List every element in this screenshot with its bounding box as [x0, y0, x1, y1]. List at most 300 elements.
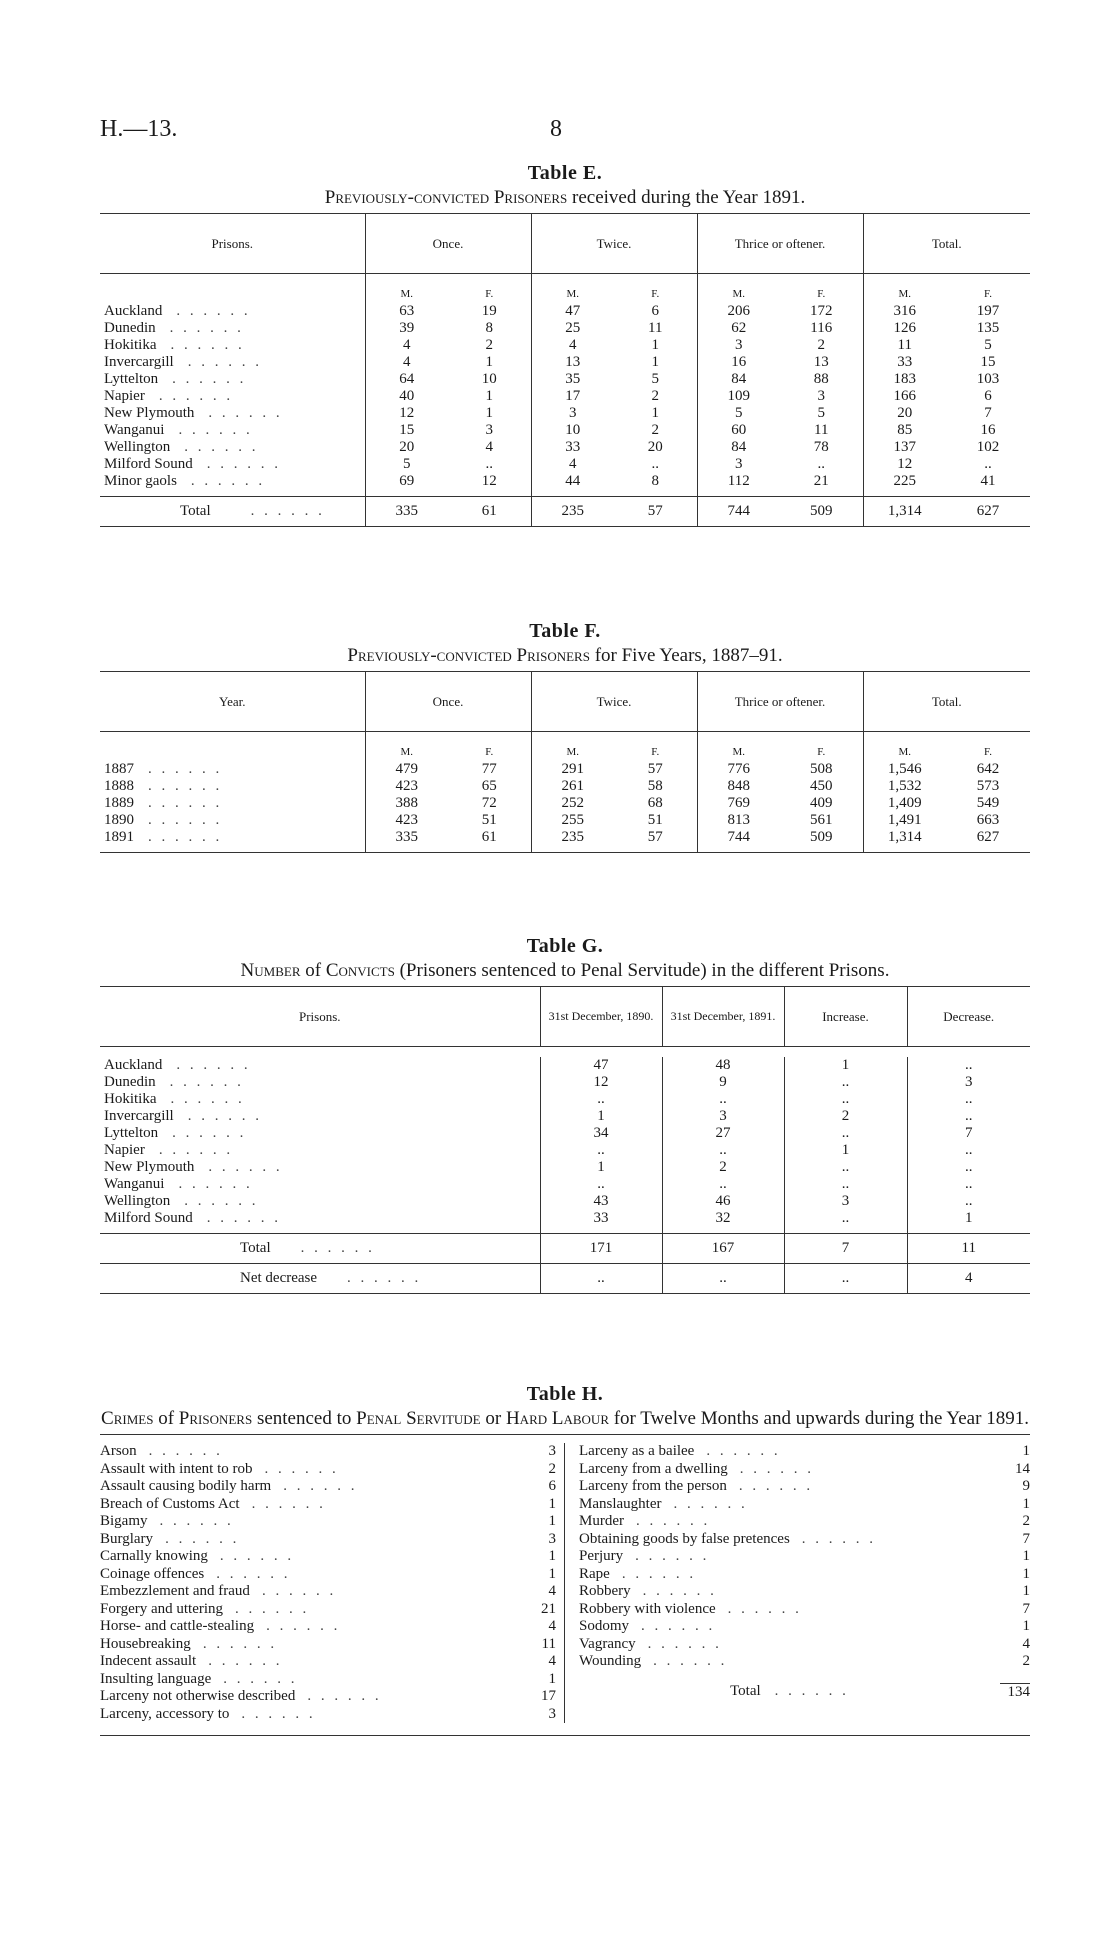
crime-row	[100, 1688, 556, 1706]
table-cell: 197	[976, 303, 1000, 319]
crime-label-cell	[579, 1513, 1000, 1531]
crime-label: Robbery	[579, 1583, 631, 1599]
table-cell: 25	[531, 320, 614, 337]
table-cell: 47	[531, 303, 614, 320]
table-cell: 68	[647, 795, 663, 811]
crime-label-cell	[579, 1601, 1000, 1619]
table-cell: 11	[863, 337, 946, 354]
crime-count: 1	[1022, 1565, 1030, 1582]
table-cell: 27	[662, 1125, 784, 1142]
table-cell: 57	[647, 829, 663, 845]
table-row	[100, 439, 1030, 456]
table-cell: 41	[980, 473, 996, 489]
table-cell: 44	[531, 473, 614, 497]
table-row	[100, 1057, 1030, 1074]
table-cell: 32	[662, 1210, 784, 1234]
crime-label-cell	[100, 1443, 526, 1461]
crime-label: Larceny, accessory to	[100, 1705, 230, 1722]
table-cell: 335	[365, 829, 448, 853]
crime-label-cell	[100, 1583, 526, 1601]
crime-label-cell	[579, 1583, 1000, 1601]
col-header-increase: Increase.	[784, 987, 907, 1047]
leader-dots: . . . . . .	[148, 812, 223, 828]
table-row	[100, 473, 1030, 497]
table-e-caption: Previously-convicted Prisoners received during the Year 1891.	[324, 187, 806, 208]
table-cell: 235	[531, 829, 614, 853]
sub-header-f: F.	[817, 746, 826, 758]
table-cell: 1	[540, 1108, 662, 1125]
leader-dots: . . . . . .	[178, 1176, 253, 1192]
sub-header-m: M.	[531, 274, 614, 304]
table-cell: 69	[365, 473, 448, 497]
table-cell: 40	[365, 388, 448, 405]
table-cell: 1	[651, 405, 659, 421]
row-label: Minor gaols	[104, 473, 177, 489]
crime-count: 3	[548, 1443, 556, 1459]
leader-dots: . . . . . .	[706, 1443, 781, 1459]
leader-dots: . . . . . .	[187, 1108, 262, 1124]
row-label: Wanganui	[104, 422, 165, 438]
leader-dots: . . . . . .	[172, 371, 247, 387]
row-label: 1891	[104, 829, 134, 845]
crime-row	[579, 1548, 1030, 1566]
row-label-cell	[100, 1074, 540, 1091]
total-row	[100, 497, 1030, 527]
table-cell: 10	[481, 371, 497, 387]
leader-dots: . . . . . .	[208, 405, 283, 421]
crime-count: 1	[1022, 1618, 1030, 1634]
table-cell: 109	[697, 388, 780, 405]
table-cell: 5	[817, 405, 825, 421]
table-cell: 1	[784, 1142, 907, 1159]
crime-count: 4	[548, 1618, 556, 1634]
crime-row	[100, 1461, 556, 1479]
crime-label-cell	[579, 1496, 1000, 1514]
table-cell: 573	[976, 778, 1000, 794]
leader-dots: . . . . . .	[635, 1548, 710, 1564]
crime-count: 1	[1022, 1583, 1030, 1599]
table-row	[100, 354, 1030, 371]
crime-count: 1	[1022, 1443, 1030, 1459]
table-cell: 1	[651, 354, 659, 370]
table-cell: 20	[365, 439, 448, 456]
row-label: New Plymouth	[104, 1159, 195, 1175]
row-label: Milford Sound	[104, 456, 193, 472]
table-e-title: Table E.	[527, 162, 603, 184]
table-cell: 2	[784, 1108, 907, 1125]
crime-label-cell	[100, 1601, 526, 1619]
total-row-label-cell	[100, 1234, 540, 1264]
leader-dots: . . . . . .	[300, 1240, 375, 1256]
sub-header-m: M.	[697, 274, 780, 304]
table-row	[100, 1142, 1030, 1159]
row-label-cell	[100, 1142, 540, 1159]
table-cell: 19	[481, 303, 497, 319]
row-label-cell	[100, 422, 365, 439]
table-cell: 423	[365, 812, 448, 829]
col-header-twice: Twice.	[531, 214, 697, 274]
table-cell: 1	[485, 405, 493, 421]
row-label: Dunedin	[104, 320, 156, 336]
table-row	[100, 1108, 1030, 1125]
crime-label: Assault causing bodily harm	[100, 1478, 272, 1494]
table-row	[100, 829, 1030, 853]
crime-row	[579, 1636, 1030, 1654]
crime-count: 4	[548, 1583, 556, 1599]
sub-header-f: F.	[651, 288, 660, 300]
row-label: Hokitika	[104, 1091, 157, 1107]
table-cell: 46	[662, 1193, 784, 1210]
leader-dots: . . . . . .	[148, 795, 223, 811]
table-cell: 16	[697, 354, 780, 371]
crime-row	[100, 1566, 556, 1584]
crime-count: 1	[548, 1548, 556, 1564]
table-cell: ..	[784, 1159, 907, 1176]
leader-dots: . . . . . .	[208, 1159, 283, 1175]
crime-label-cell	[579, 1653, 1000, 1671]
row-label-cell	[100, 1193, 540, 1210]
table-cell: ..	[907, 1159, 1030, 1176]
crime-label: Horse- and cattle-stealing	[100, 1618, 255, 1634]
row-label: Invercargill	[104, 1108, 174, 1124]
table-cell: 388	[365, 795, 448, 812]
leader-dots: . . . . . .	[738, 1478, 814, 1494]
leader-dots: . . . . . .	[184, 439, 259, 455]
row-label-cell	[100, 337, 365, 354]
table-f-title: Table F.	[529, 620, 601, 642]
total-row-cell: 167	[662, 1234, 784, 1264]
net-decrease-row-cell: ..	[662, 1264, 784, 1294]
crime-row	[579, 1513, 1030, 1531]
table-cell: 2	[651, 388, 659, 404]
col-header-thrice: Thrice or oftener.	[697, 214, 863, 274]
table-cell: 1	[784, 1057, 907, 1074]
total-row-cell: 11	[907, 1234, 1030, 1264]
leader-dots: . . . . . .	[148, 1443, 223, 1459]
total-cell: 235	[531, 497, 614, 527]
crime-label: Manslaughter	[579, 1495, 662, 1512]
crime-row	[579, 1618, 1030, 1636]
table-cell: 172	[810, 303, 833, 319]
row-label: 1890	[104, 812, 134, 828]
table-cell: 6	[984, 388, 992, 404]
page-header	[100, 116, 1030, 150]
crime-row	[579, 1531, 1030, 1549]
table-h	[100, 1383, 1030, 1736]
sub-header-m: M.	[365, 732, 448, 762]
table-cell: 85	[863, 422, 946, 439]
table-cell: 1,491	[863, 812, 946, 829]
leader-dots: . . . . . .	[170, 337, 245, 353]
row-label-cell	[100, 473, 365, 497]
table-cell: 3	[531, 405, 614, 422]
row-label-cell	[100, 1091, 540, 1108]
table-cell: 7	[907, 1125, 1030, 1142]
crime-label: Forgery and uttering	[100, 1600, 224, 1617]
total-cell: 627	[946, 497, 1030, 527]
crime-row	[100, 1496, 556, 1514]
document-reference: H.—13.	[100, 116, 178, 142]
table-cell: ..	[907, 1091, 1030, 1108]
crime-label-cell	[100, 1531, 526, 1549]
leader-dots: . . . . . .	[170, 1091, 245, 1107]
table-row	[100, 422, 1030, 439]
crime-label: Larceny from a dwelling	[579, 1460, 728, 1477]
leader-dots: . . . . . .	[347, 1270, 422, 1286]
table-cell: 112	[697, 473, 780, 497]
crime-count: 2	[548, 1460, 556, 1477]
leader-dots: . . . . . .	[307, 1688, 382, 1704]
table-cell: 15	[980, 354, 996, 370]
table-row	[100, 371, 1030, 388]
leader-dots: . . . . . .	[158, 1142, 234, 1158]
row-label: Napier	[104, 388, 145, 404]
leader-dots: . . . . . .	[261, 1583, 337, 1599]
table-cell: 51	[647, 812, 663, 828]
table-cell: 21	[813, 473, 829, 489]
table-cell: 8	[485, 320, 493, 336]
crime-total-count: 134	[1000, 1683, 1030, 1701]
table-cell: 1	[485, 388, 493, 404]
row-label-cell	[100, 371, 365, 388]
table-row	[100, 405, 1030, 422]
total-label-cell	[100, 497, 365, 527]
table-cell: 33	[531, 439, 614, 456]
table-row	[100, 1210, 1030, 1234]
crime-total-label: Total	[730, 1682, 761, 1699]
table-cell: ..	[540, 1091, 662, 1108]
leader-dots: . . . . . .	[264, 1460, 339, 1477]
table-cell: 8	[651, 473, 659, 489]
sub-header-f: F.	[651, 746, 660, 758]
crime-label: Embezzlement and fraud	[100, 1583, 250, 1599]
col-header-once: Once.	[365, 214, 531, 274]
leader-dots: . . . . . .	[235, 1600, 310, 1617]
table-row	[100, 1193, 1030, 1210]
crime-label: Housebreaking	[100, 1635, 191, 1652]
total-cell: 744	[697, 497, 780, 527]
crime-row	[100, 1601, 556, 1619]
row-label: Milford Sound	[104, 1210, 193, 1226]
crime-total-label-cell	[579, 1683, 1000, 1701]
crime-label-cell	[100, 1618, 526, 1636]
total-cell: 57	[614, 497, 697, 527]
row-label-cell	[100, 1057, 540, 1074]
sub-header-f: F.	[984, 746, 992, 758]
crime-label: Obtaining goods by false pretences	[579, 1530, 790, 1547]
row-label: 1889	[104, 795, 134, 811]
leader-dots: . . . . . .	[219, 1548, 295, 1564]
table-row	[100, 303, 1030, 320]
table-cell: 103	[976, 371, 1000, 387]
crime-label: Vagrancy	[579, 1635, 636, 1652]
crime-count: 21	[541, 1600, 556, 1617]
row-label: Wellington	[104, 439, 171, 455]
table-cell: 16	[980, 422, 996, 438]
col-header-dec-1891: 31st December, 1891.	[662, 987, 784, 1047]
crime-label-cell	[579, 1636, 1000, 1654]
row-label-cell	[100, 388, 365, 405]
leader-dots: . . . . . .	[283, 1478, 358, 1494]
crime-label-cell	[579, 1548, 1000, 1566]
leader-dots: . . . . . .	[801, 1530, 877, 1547]
table-cell: 1,546	[863, 761, 946, 778]
table-cell: 5	[984, 337, 992, 353]
sub-header-m: M.	[863, 274, 946, 304]
leader-dots: . . . . . .	[165, 1530, 240, 1547]
row-label-cell	[100, 778, 365, 795]
row-label: Dunedin	[104, 1074, 156, 1090]
leader-dots: . . . . . .	[159, 1513, 234, 1529]
table-cell: 316	[863, 303, 946, 320]
table-cell: 183	[863, 371, 946, 388]
table-cell: 5	[651, 371, 659, 387]
crime-row	[579, 1496, 1030, 1514]
table-cell: 135	[976, 320, 1000, 336]
table-cell: 12	[481, 473, 497, 489]
table-cell: 1,532	[863, 778, 946, 795]
table-cell: 7	[984, 405, 992, 421]
crime-row	[100, 1548, 556, 1566]
net-decrease-row-cell: ..	[540, 1264, 662, 1294]
table-cell: ..	[784, 1125, 907, 1142]
table-cell: 3	[697, 337, 780, 354]
table-cell: 225	[863, 473, 946, 497]
sub-header-f: F.	[485, 746, 494, 758]
row-label-cell	[100, 456, 365, 473]
leader-dots: . . . . . .	[206, 1210, 282, 1226]
row-label-cell	[100, 320, 365, 337]
table-row	[100, 812, 1030, 829]
leader-dots: . . . . . .	[216, 1565, 291, 1582]
crime-count: 3	[548, 1705, 556, 1722]
table-row	[100, 761, 1030, 778]
table-cell: 57	[647, 761, 663, 777]
sub-header-f: F.	[817, 288, 826, 300]
table-cell: 35	[531, 371, 614, 388]
table-cell: ..	[784, 1176, 907, 1193]
leader-dots: . . . . . .	[739, 1460, 814, 1477]
table-cell: 1	[540, 1159, 662, 1176]
table-cell: ..	[540, 1142, 662, 1159]
table-cell: 17	[531, 388, 614, 405]
total-label: Total	[180, 503, 211, 519]
table-cell: 769	[697, 795, 780, 812]
row-label: Wellington	[104, 1193, 171, 1209]
row-label: Auckland	[104, 303, 163, 319]
col-header-prisons: Prisons.	[211, 236, 254, 251]
leader-dots: . . . . . .	[266, 1618, 341, 1634]
total-row	[100, 1234, 1030, 1264]
row-label-cell	[100, 1108, 540, 1125]
crime-label-cell	[579, 1443, 1000, 1461]
table-row	[100, 1176, 1030, 1193]
table-cell: ..	[907, 1142, 1030, 1159]
row-label-cell	[100, 1159, 540, 1176]
sub-header-m: M.	[531, 732, 614, 762]
table-cell: 5	[697, 405, 780, 422]
crime-label-cell	[100, 1461, 526, 1479]
leader-dots: . . . . . .	[223, 1670, 298, 1687]
crime-count: 4	[1022, 1635, 1030, 1652]
crime-label: Bigamy	[100, 1513, 148, 1529]
crime-label: Coinage offences	[100, 1565, 205, 1582]
table-cell: 102	[976, 439, 1000, 455]
crime-row	[579, 1566, 1030, 1584]
table-cell: 12	[863, 456, 946, 473]
crime-count: 4	[548, 1653, 556, 1669]
table-cell: 291	[531, 761, 614, 778]
col-header-total: Total.	[863, 214, 1030, 274]
table-h-left-column	[100, 1443, 565, 1723]
leader-dots: . . . . . .	[241, 1705, 316, 1722]
table-cell: 10	[531, 422, 614, 439]
total-cell: 335	[365, 497, 448, 527]
table-cell: 116	[810, 320, 833, 336]
leader-dots: . . . . . .	[250, 503, 325, 519]
table-cell: 6	[651, 303, 659, 319]
crime-label-cell	[579, 1461, 1000, 1479]
table-row	[100, 1125, 1030, 1142]
table-cell: 47	[540, 1057, 662, 1074]
col-header-year: Year.	[219, 694, 246, 709]
crime-label-cell	[100, 1548, 526, 1566]
table-cell: 15	[365, 422, 448, 439]
table-cell: ..	[984, 456, 992, 472]
crime-label-cell	[100, 1478, 526, 1496]
table-cell: ..	[662, 1091, 784, 1108]
crime-row	[100, 1513, 556, 1531]
col-header-total: Total.	[863, 672, 1030, 732]
leader-dots: . . . . . .	[148, 761, 223, 777]
table-cell: 65	[481, 778, 497, 794]
crime-label-cell	[100, 1566, 526, 1584]
col-header-once: Once.	[365, 672, 531, 732]
row-label: 1888	[104, 778, 134, 794]
table-cell: 12	[540, 1074, 662, 1091]
table-cell: ..	[784, 1210, 907, 1234]
table-cell: ..	[784, 1074, 907, 1091]
table-cell: 51	[481, 812, 497, 828]
row-label: 1887	[104, 761, 134, 777]
row-label-cell	[100, 761, 365, 778]
crime-label: Rape	[579, 1565, 610, 1582]
row-label: Invercargill	[104, 354, 174, 370]
crime-label: Breach of Customs Act	[100, 1495, 240, 1512]
crime-row	[100, 1583, 556, 1601]
table-cell: 1	[651, 337, 659, 353]
table-cell: 2	[651, 422, 659, 438]
page-number: 8	[550, 116, 562, 142]
row-label-cell	[100, 439, 365, 456]
table-cell: 813	[697, 812, 780, 829]
leader-dots: . . . . . .	[184, 1193, 259, 1209]
table-cell: ..	[651, 456, 659, 472]
table-cell: 663	[976, 812, 1000, 828]
crime-label: Robbery with violence	[579, 1600, 716, 1617]
crime-row	[100, 1671, 556, 1689]
crime-count: 1	[548, 1565, 556, 1582]
table-cell: ..	[784, 1091, 907, 1108]
crime-label: Larceny as a bailee	[579, 1443, 695, 1459]
leader-dots: . . . . . .	[636, 1513, 711, 1529]
crime-count: 1	[548, 1513, 556, 1529]
table-cell: 206	[697, 303, 780, 320]
crime-label-cell	[100, 1671, 526, 1689]
net-decrease-row-cell: ..	[784, 1264, 907, 1294]
leader-dots: . . . . . .	[169, 320, 244, 336]
crime-label-cell	[100, 1636, 526, 1654]
